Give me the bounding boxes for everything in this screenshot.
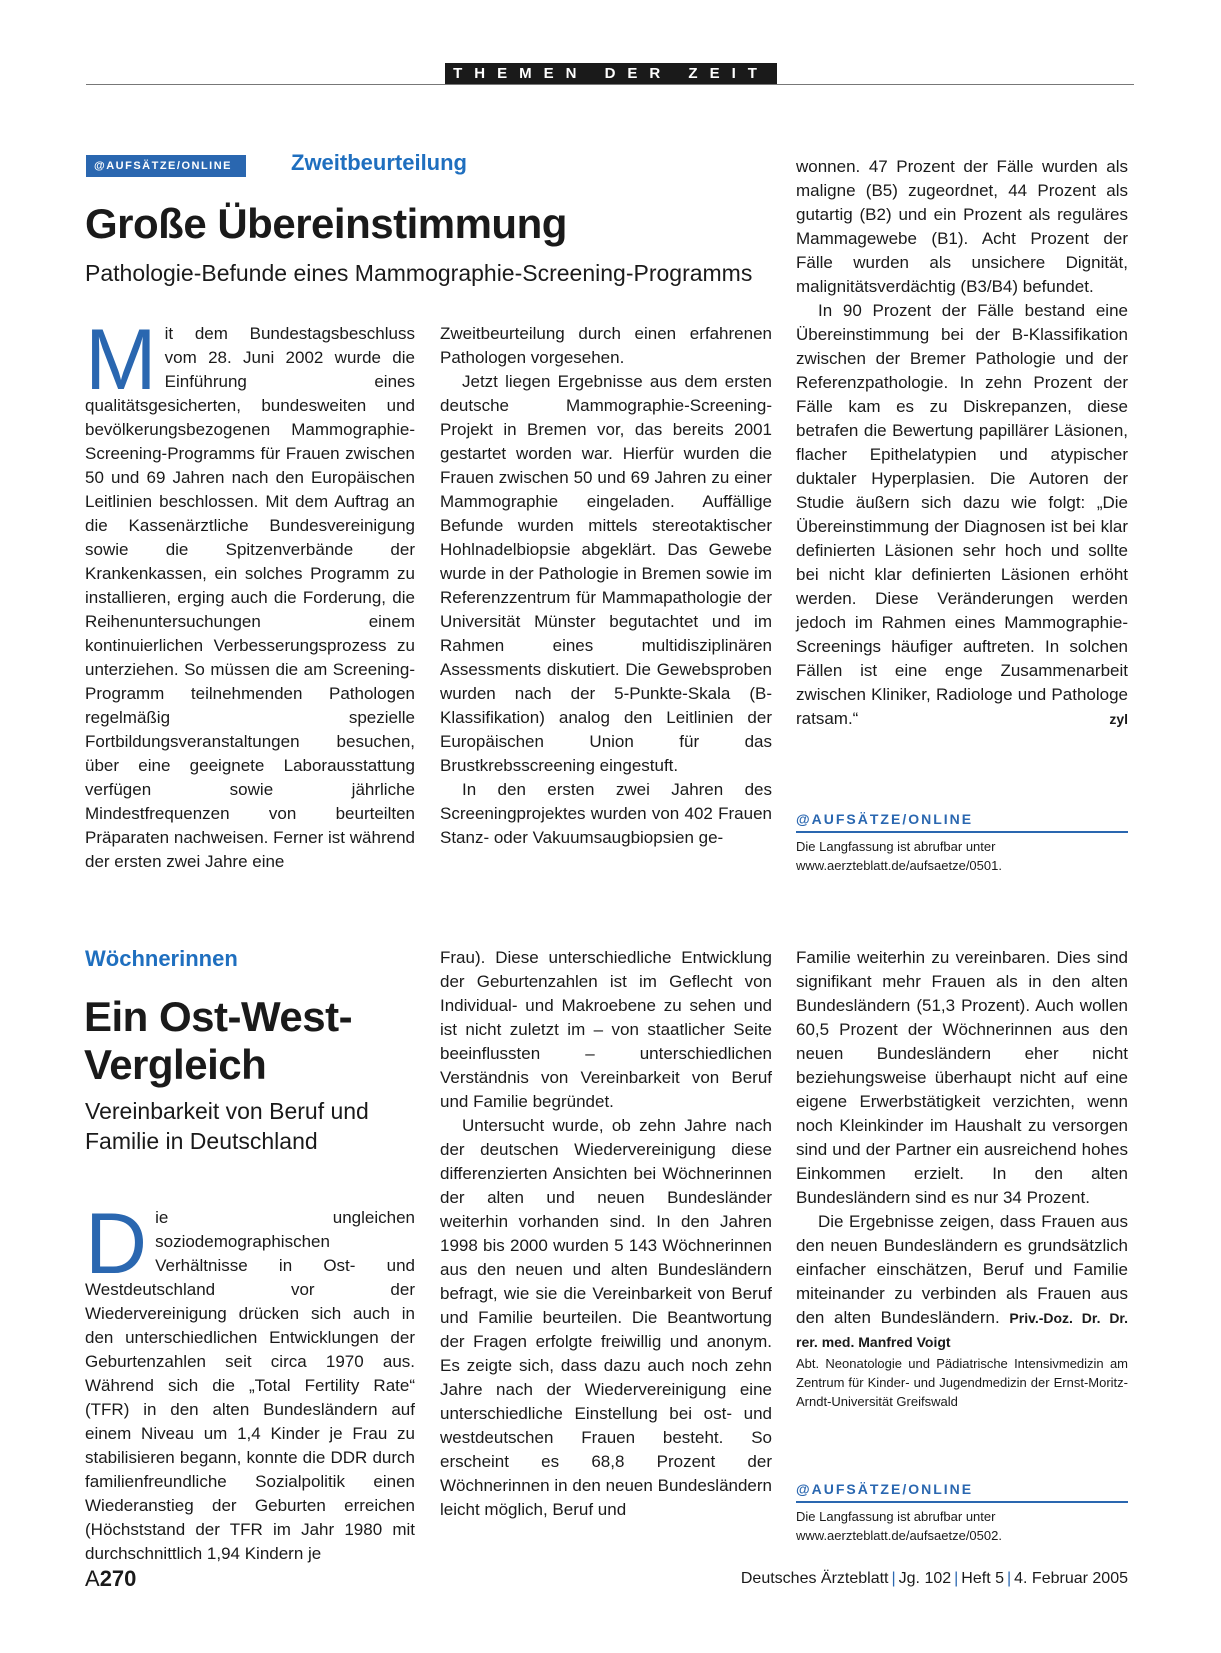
article2-online-text: Die Langfassung ist abrufbar unter www.aerzteblatt.de/aufsaetze/0502. [796, 1509, 1002, 1543]
header-rule [86, 84, 1134, 85]
article2-paragraph: Die Ergebnisse zeigen, dass Frauen aus den neuen Bundesländern es grundsätzlich einfacher einschätzen, Beruf und Familie miteinander zu verbinden als Frauen aus den alten Bundesländern. Priv.-Doz. Dr. Dr. rer. med. Manfred Voigt [796, 1212, 1128, 1350]
article1-paragraph: In 90 Prozent der Fälle bestand eine Übereinstimmung bei der B-Klassifikation zwischen der Bremer Pathologie und der Referenzpathologie. In zehn Prozent der Fälle kam es zu Diskrepanzen, diese betrafen die Bewertung papillärer Läsionen, flacher Epithelatypien und atypischer duktaler Hyperplasien. Die Autoren der Studie äußern sich dazu wie folgt: „Die Übereinstimmung der Diagnosen ist bei klar definierten Läsionen sehr hoch und sollte bei nicht klar definierten Läsionen erhöht werden. Diese Veränderungen werden jedoch im Rahmen eines Mammographie-Screenings häufiger auftreten. In solchen Fällen ist eine enge Zusammenarbeit zwischen Kliniker, Radiologe und Pathologe ratsam.“ zyl [796, 299, 1128, 731]
article1-paragraph: Zweitbeurteilung durch einen erfahrenen Pathologen vorgesehen. [440, 324, 772, 367]
article1-online-text: Die Langfassung ist abrufbar unter www.aerzteblatt.de/aufsaetze/0501. [796, 839, 1002, 873]
article2-kicker: Wöchnerinnen [85, 946, 238, 971]
article1-dropcap: M [85, 312, 157, 408]
footer-separator: | [1006, 1570, 1012, 1587]
page-number: A270 [85, 1566, 137, 1591]
article2-subtitle [85, 1096, 425, 1156]
article1-paragraph: it dem Bundestagsbeschluss vom 28. Juni 2002 wurde die Einführung eines qualitätsgesicherten, bundesweiten und bevölkerungsbezogenen Mammographie-Screening-Programms für Frauen zwischen 50 und 69 Jahren nach den Europäischen Leitlinien beschlossen. Mit dem Auftrag an die Kassenärztliche Bundesvereinigung sowie die Spitzenverbände der Krankenkassen, ein solches Programm zu installieren, erging auch die Forderung, die Reihenuntersuchungen einem kontinuierlichen Verbesserungsprozess zu unterziehen. So müssen die am Screening-Programm teilnehmenden Pathologen regelmäßig spezielle Fortbildungsveranstaltungen besuchen, über eine geeignete Laborausstattung verfügen sowie jährliche Mindestfrequenzen von beurteilten Präparaten nachweisen. Ferner ist während der ersten zwei Jahre eine [85, 324, 415, 871]
article1-kicker: Zweitbeurteilung [291, 150, 467, 175]
footer-separator: | [891, 1570, 896, 1587]
article1-online-box [796, 810, 1128, 875]
article2-author: Priv.-Doz. Dr. Dr. rer. med. Manfred Voigt [796, 1310, 1128, 1350]
journal-issue: Heft 5 [961, 1570, 1004, 1587]
aufsaetze-online-badge[interactable]: @AUFSÄTZE/ONLINE [86, 155, 246, 177]
article2-subtitle-line: Familie in Deutschland [85, 1128, 318, 1154]
article2-column-3 [796, 946, 1128, 1411]
article1-paragraph: wonnen. 47 Prozent der Fälle wurden als maligne (B5) zugeordnet, 44 Prozent als gutartig (B2) und ein Prozent als reguläres Mammagewebe (B1). Acht Prozent der Fälle wurden als unsichere Dignität, malignitätsverdächtig (B3/B4) befundet. [796, 157, 1128, 296]
article2-subtitle-line: Vereinbarkeit von Beruf und [85, 1098, 369, 1124]
aufsaetze-online-heading[interactable]: @AUFSÄTZE/ONLINE [796, 810, 1128, 833]
article1-column-1 [85, 312, 415, 874]
article2-paragraph: Frau). Diese unterschiedliche Entwicklung der Geburtenzahlen ist im Geflecht von Individual- und Makroebene zu sehen und ist nicht zuletzt im – von staatlicher Seite beeinflussten – unterschiedlichen Verständnis von Vereinbarkeit von Beruf und Familie begründet. [440, 948, 772, 1111]
article1-subtitle: Pathologie-Befunde eines Mammographie-Screening-Programms [85, 260, 753, 286]
article1-column-2 [440, 322, 772, 850]
article2-paragraph: ie ungleichen soziodemographischen Verhältnisse in Ost- und Westdeutschland vor der Wiedervereinigung drücken sich auch in den unterschiedlichen Entwicklungen der Geburtenzahlen seit circa 1970 aus. Während sich die „Total Fertility Rate“ (TFR) in den alten Bundesländern auf einem Niveau um 1,4 Kinder je Frau zu stabilisieren begann, konnte die DDR durch familienfreundliche Sozialpolitik einen Wiederanstieg der Geburten erreichen (Höchststand der TFR im Jahr 1980 mit durchschnittlich 1,94 Kindern je [85, 1208, 415, 1563]
section-header: THEMEN DER ZEIT [445, 63, 777, 85]
article2-affiliation: Abt. Neonatologie und Pädiatrische Intensivmedizin am Zentrum für Kinder- und Jugendmedizin der Ernst-Moritz-Arndt-Universität Greifswald [796, 1356, 1128, 1409]
aufsaetze-online-heading[interactable]: @AUFSÄTZE/ONLINE [796, 1480, 1128, 1503]
article2-online-box [796, 1480, 1128, 1545]
journal-footer [741, 1570, 1128, 1588]
journal-date: 4. Februar 2005 [1014, 1570, 1128, 1587]
article2-dropcap: D [85, 1196, 148, 1292]
journal-name: Deutsches Ärzteblatt [740, 1570, 889, 1587]
article1-paragraph: Jetzt liegen Ergebnisse aus dem ersten deutsche Mammographie-Screening-Projekt in Bremen vor, das bereits 2001 gestartet worden war. Hierfür wurden die Frauen zwischen 50 und 69 Jahren zu einer Mammographie eingeladen. Auffällige Befunde wurden mittels stereotaktischer Hohlnadelbiopsie abgeklärt. Das Gewebe wurde in der Pathologie in Bremen sowie im Referenzzentrum für Mammapathologie der Universität Münster begutachtet und im Rahmen eines multidisziplinären Assessments diskutiert. Die Gewebsproben wurden nach der 5-Punkte-Skala (B-Klassifikation) analog den Leitlinien der Europäischen Union für das Brustkrebsscreening eingestuft. [440, 372, 772, 775]
article1-title: Große Übereinstimmung [85, 200, 567, 247]
article2-paragraph: Untersucht wurde, ob zehn Jahre nach der deutschen Wiedervereinigung diese differenzierten Ansichten bei Wöchnerinnen der alten und neuen Bundesländer weiterhin vorhanden sind. In den Jahren 1998 bis 2000 wurden 5 143 Wöchnerinnen aus den neuen und alten Bundesländern befragt, wie sie die Vereinbarkeit von Beruf und Familie beurteilen. Die Beantwortung der Fragen erfolgte freiwillig und anonym. Es zeigte sich, dass dazu auch noch zehn Jahre nach der Wiedervereinigung eine unterschiedliche Einstellung bei ost- und westdeutschen Frauen besteht. So erscheint es 68,8 Prozent der Wöchnerinnen in den neuen Bundesländern leicht möglich, Beruf und [440, 1116, 772, 1519]
journal-volume: Jg. 102 [898, 1570, 952, 1587]
footer-separator: | [954, 1570, 959, 1587]
article2-title-line: Vergleich [84, 1041, 267, 1088]
article2-column-2 [440, 946, 772, 1522]
article2-title [84, 993, 424, 1089]
article2-paragraph: Familie weiterhin zu vereinbaren. Dies sind signifikant mehr Frauen als in den alten Bundesländern (51,3 Prozent). Auch wollen 60,5 Prozent der Wöchnerinnen aus den neuen Bundesländern eher nicht beziehungsweise überhaupt nicht auf eine eigene Erwerbstätigkeit verzichten, wenn noch Kleinkinder im Haushalt zu versorgen sind und der Partner ein ausreichend hohes Einkommen erzielt. In den alten Bundesländern sind es nur 34 Prozent. [796, 948, 1128, 1207]
article1-column-3 [796, 155, 1128, 731]
article2-column-1 [85, 1196, 415, 1566]
article1-signature: zyl [1109, 711, 1128, 727]
article1-paragraph: In den ersten zwei Jahren des Screeningprojektes wurden von 402 Frauen Stanz- oder Vakuumsaugbiopsien ge- [440, 780, 772, 847]
article2-title-line: Ein Ost-West- [84, 993, 353, 1040]
